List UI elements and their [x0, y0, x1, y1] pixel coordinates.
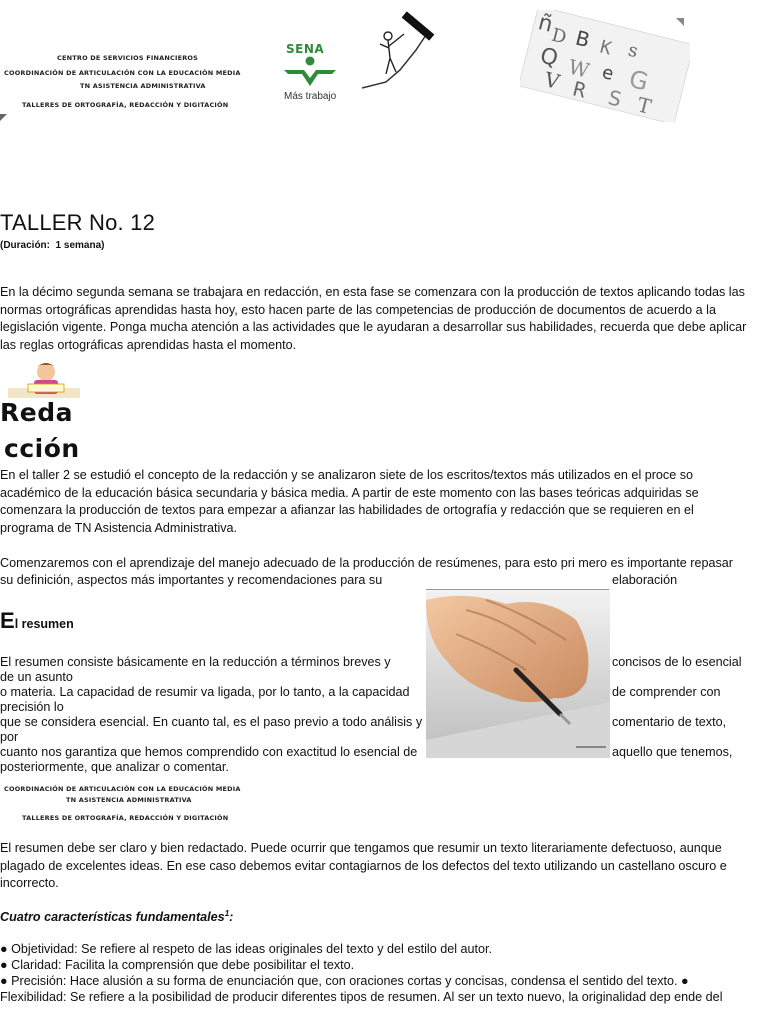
- hand-writing-pen-image: [426, 590, 610, 758]
- resumen-row-left: cuanto nos garantiza que hemos comprendido con exactitud lo esencial de: [0, 745, 418, 759]
- header-line-workshops-repeat: TALLERES DE ORTOGRAFÍA, REDACCIÓN Y DIGITACIÓN: [22, 814, 229, 822]
- resumen-row-left: posteriormente, que analizar o comentar.: [0, 760, 229, 774]
- list-item: ● Objetividad: Se refiere al respeto de las ideas originales del texto y del estilo del autor.: [0, 942, 493, 956]
- svg-text:G: G: [626, 64, 652, 97]
- comenzaremos-line1: Comenzaremos con el aprendizaje del manejo adecuado de la producción de resúmenes, para esto pri mero es importante repasar: [0, 556, 733, 570]
- comenzaremos-line2-left: su definición, aspectos más importantes y recomendaciones para su: [0, 573, 383, 587]
- characteristics-heading-colon: :: [229, 910, 234, 925]
- letters-collage-illustration-icon: [520, 10, 690, 122]
- svg-text:V: V: [542, 67, 563, 95]
- svg-text:s: s: [626, 39, 641, 63]
- svg-text:R: R: [570, 76, 589, 103]
- svg-text:Q: Q: [537, 43, 561, 72]
- resumen-row-left: o materia. La capacidad de resumir va ligada, por lo tanto, a la capacidad: [0, 685, 410, 699]
- svg-text:T: T: [634, 92, 654, 119]
- svg-text:K: K: [597, 36, 614, 60]
- header-line-program-repeat: TN ASISTENCIA ADMINISTRATIVA: [66, 796, 192, 804]
- page-title: TALLER No. 12: [0, 210, 156, 235]
- sena-logo-text: SENA: [286, 42, 325, 56]
- resumen-row-right: aquello que tenemos,: [612, 745, 733, 759]
- svg-text:B: B: [573, 25, 593, 53]
- resumen-row-left: por: [0, 730, 19, 744]
- characteristics-heading-text: Cuatro características fundamentales: [0, 910, 225, 925]
- redaccion-logo: [0, 360, 100, 468]
- resumen-row-left: El resumen consiste básicamente en la reducción a términos breves y: [0, 655, 391, 669]
- footnote-marker: 1: [224, 909, 230, 918]
- svg-text:S: S: [605, 85, 624, 112]
- resumen-row-right: concisos de lo esencial: [612, 655, 742, 669]
- resumen-row-left: que se considera esencial. En cuanto tal, es el paso previo a todo análisis y: [0, 715, 423, 729]
- redaccion-logo-line1: Reda: [0, 398, 73, 427]
- climber-illustration-icon: [356, 6, 446, 94]
- header-line-workshops: TALLERES DE ORTOGRAFÍA, REDACCIÓN Y DIGITACIÓN: [22, 101, 229, 109]
- section-heading-el-resumen: [0, 608, 74, 634]
- claro-paragraph: [0, 840, 750, 893]
- taller2-paragraph: [0, 467, 750, 537]
- svg-text:D: D: [549, 24, 569, 49]
- svg-text:W: W: [565, 54, 592, 83]
- resumen-row-right: comentario de texto,: [612, 715, 727, 729]
- resumen-row-left: de un asunto: [0, 670, 73, 684]
- section-heading-initial: E: [0, 608, 15, 633]
- comenzaremos-line2-right: elaboración: [612, 573, 678, 587]
- sena-logo: [280, 42, 350, 104]
- reading-child-illustration-icon: [2, 360, 86, 400]
- characteristics-heading: [0, 909, 233, 924]
- svg-text:ñ: ñ: [535, 10, 556, 38]
- duration-note: (Duración: 1 semana): [0, 240, 105, 251]
- corner-mark-icon: [0, 114, 7, 121]
- header-line-coordination: COORDINACIÓN DE ARTICULACIÓN CON LA EDUCACIÓN MEDIA: [4, 69, 241, 77]
- header-line-coordination-repeat: COORDINACIÓN DE ARTICULACIÓN CON LA EDUCACIÓN MEDIA: [4, 785, 241, 793]
- resumen-row-right: de comprender con: [612, 685, 721, 699]
- intro-paragraph: [0, 284, 750, 354]
- list-item: Flexibilidad: Se refiere a la posibilidad de producir diferentes tipos de resumen. Al ser un texto nuevo, la originalidad dep ende del: [0, 990, 723, 1004]
- redaccion-logo-line2: cción: [4, 434, 80, 463]
- list-item: ● Precisión: Hace alusión a su forma de enunciación que, con oraciones cortas y concisas, condensa el sentido del texto. ●: [0, 974, 689, 988]
- list-item: ● Claridad: Facilita la comprensión que debe posibilitar el texto.: [0, 958, 355, 972]
- header-line-program: TN ASISTENCIA ADMINISTRATIVA: [80, 82, 206, 90]
- sena-emblem-icon: [280, 56, 340, 90]
- svg-text:e: e: [599, 61, 616, 85]
- header-line-center: CENTRO DE SERVICIOS FINANCIEROS: [57, 54, 199, 62]
- resumen-row-left: precisión lo: [0, 700, 64, 714]
- claro-text: El resumen debe ser claro y bien redactado. Puede ocurrir que tengamos que resumir un texto literariamente defectuoso, aunque plagado de excelentes ideas. En ese caso debemos evitar contagiarnos de los defectos del texto utilizando un castellano oscuro e incorrecto.: [0, 841, 727, 890]
- sena-slogan: Más trabajo: [284, 91, 337, 102]
- taller2-text: En el taller 2 se estudió el concepto de la redacción y se analizaron siete de los escritos/textos más utilizados en el proce so académico de la educación básica secundaria y básica media. A partir de este momento con las bases teóricas adquiridas se comenzara la producción de textos para empezar a afianzar las habilidades de ortografía y redacción que se requieren en el programa de TN Asistencia Administrativa.: [0, 468, 699, 535]
- section-heading-rest: l resumen: [14, 617, 74, 631]
- intro-text: En la décimo segunda semana se trabajara en redacción, en esta fase se comenzara con la producción de textos aplicando todas las normas ortográficas aprendidas hasta hoy, esto hacen parte de las competencias de producción de documentos de acuerdo a la legislación vigente. Ponga mucha atención a las actividades que le ayudaran a desarrollar sus habilidades, recuerda que debe aplicar las reglas ortográficas aprendidas hasta el momento.: [0, 285, 747, 352]
